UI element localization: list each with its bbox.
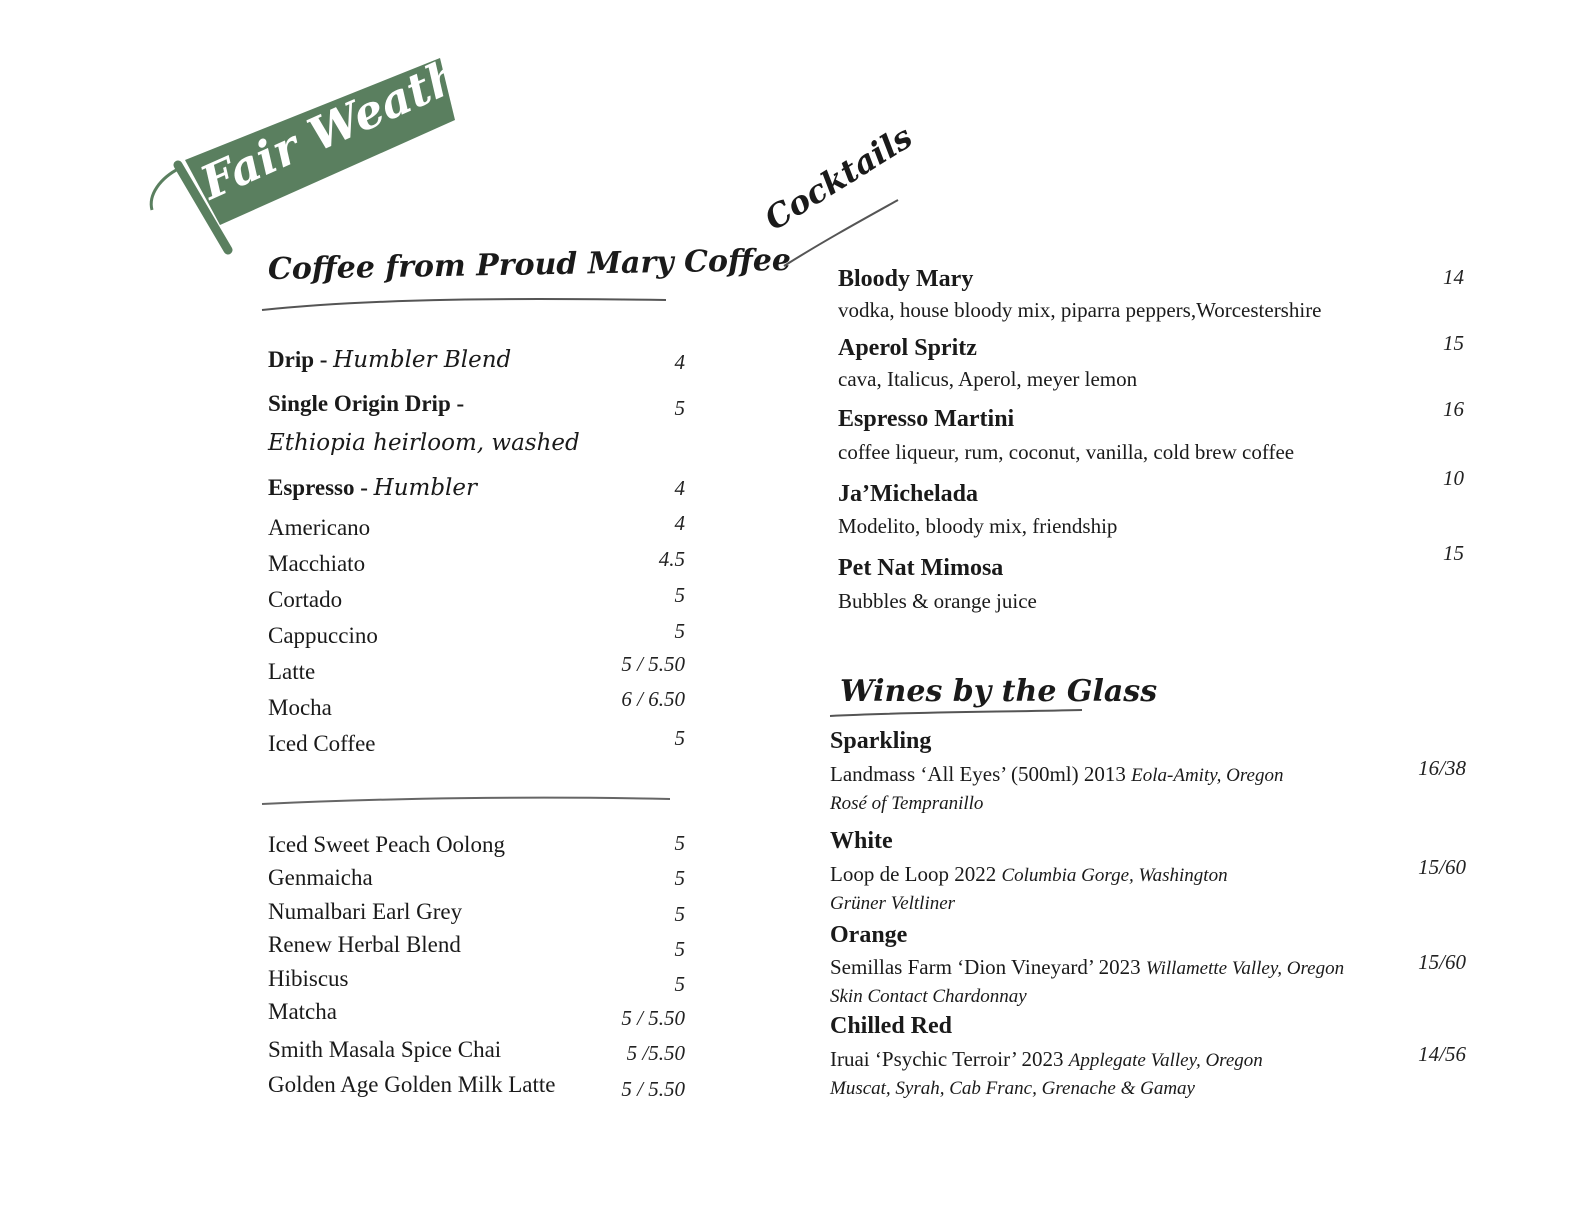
- tea-item-matcha-price: 5 / 5.50: [621, 1006, 685, 1030]
- cocktail-description: vodka, house bloody mix, piparra peppers,Worcestershire: [838, 298, 1322, 322]
- brand-name: Fair Weather: [192, 25, 519, 211]
- tea-item-genmaicha-price: 5: [674, 866, 685, 890]
- coffee-item-latte: Latte: [268, 659, 316, 684]
- tea-item-genmaicha: Genmaicha: [268, 865, 373, 890]
- coffee-item-cortado: Cortado: [268, 587, 343, 612]
- wine-price: 15/60: [1418, 855, 1466, 879]
- tea-item-golden-milk-latte: Golden Age Golden Milk Latte: [268, 1072, 556, 1097]
- cocktail-name: Bloody Mary: [838, 266, 974, 292]
- cocktails-section-heading: Cocktails: [757, 117, 920, 238]
- coffee-item-single-origin-drip: Single Origin Drip -: [268, 391, 465, 416]
- coffee-heading-underline: [258, 294, 670, 314]
- tea-item-matcha: Matcha: [268, 999, 337, 1024]
- coffee-item-macchiato: Macchiato: [268, 551, 366, 576]
- coffee-item-iced-coffee: Iced Coffee: [268, 731, 376, 756]
- cocktail-price: 15: [1443, 331, 1464, 355]
- cocktail-price: 16: [1443, 397, 1464, 421]
- wine-price: 14/56: [1418, 1042, 1466, 1066]
- coffee-item-latte-price: 5 / 5.50: [621, 652, 685, 676]
- wine-price: 16/38: [1418, 756, 1466, 780]
- fair-weather-banner-logo: [140, 25, 519, 265]
- wine-line: Loop de Loop 2022 Columbia Gorge, Washington: [830, 862, 1228, 886]
- coffee-item-cappuccino-price: 5: [674, 619, 685, 643]
- tea-item-peach-oolong-price: 5: [674, 831, 685, 855]
- tea-item-hibiscus: Hibiscus: [268, 966, 349, 991]
- wines-heading-underline: [828, 704, 1086, 720]
- tea-item-earl-grey: Numalbari Earl Grey: [268, 899, 463, 924]
- tea-item-golden-milk-latte-price: 5 / 5.50: [621, 1077, 685, 1101]
- cocktail-price: 10: [1443, 466, 1464, 490]
- coffee-item-single-origin-sub: Ethiopia heirloom, washed: [268, 430, 580, 456]
- tea-item-herbal-blend-price: 5: [674, 937, 685, 961]
- coffee-item-drip-price: 4: [674, 350, 685, 374]
- tea-item-hibiscus-price: 5: [674, 972, 685, 996]
- cocktail-description: Bubbles & orange juice: [838, 589, 1037, 613]
- coffee-item-cappuccino: Cappuccino: [268, 623, 378, 648]
- tea-item-earl-grey-price: 5: [674, 902, 685, 926]
- coffee-item-mocha: Mocha: [268, 695, 332, 720]
- wine-line: Iruai ‘Psychic Terroir’ 2023 Applegate Valley, Oregon: [830, 1047, 1263, 1071]
- cocktail-description: coffee liqueur, rum, coconut, vanilla, cold brew coffee: [838, 440, 1295, 464]
- coffee-item-espresso-price: 4: [674, 476, 685, 500]
- cocktail-description: cava, Italicus, Aperol, meyer lemon: [838, 367, 1138, 391]
- coffee-item-mocha-price: 6 / 6.50: [621, 687, 685, 711]
- coffee-item-iced-coffee-price: 5: [674, 726, 685, 750]
- cocktail-name: Pet Nat Mimosa: [838, 555, 1004, 581]
- cocktail-name: Aperol Spritz: [838, 335, 977, 361]
- section-divider: [258, 792, 674, 810]
- coffee-section-heading: Coffee from Proud Mary Coffee: [267, 242, 792, 287]
- wines-section-heading: Wines by the Glass: [840, 674, 1158, 709]
- coffee-item-espresso: Espresso - Humbler: [268, 475, 478, 501]
- wine-category: Orange: [830, 922, 908, 948]
- wine-category: Sparkling: [830, 728, 932, 754]
- wine-line: Semillas Farm ‘Dion Vineyard’ 2023 Willamette Valley, Oregon: [830, 955, 1345, 979]
- coffee-item-single-origin-price: 5: [674, 396, 685, 420]
- wine-line: Landmass ‘All Eyes’ (500ml) 2013 Eola-Amity, Oregon: [830, 762, 1284, 786]
- wine-grape: Grüner Veltliner: [830, 893, 956, 914]
- wine-grape: Muscat, Syrah, Cab Franc, Grenache & Gamay: [830, 1078, 1195, 1099]
- tea-item-masala-chai-price: 5 /5.50: [626, 1041, 685, 1065]
- cocktails-heading-underline: [782, 196, 902, 270]
- coffee-item-americano: Americano: [268, 515, 371, 540]
- coffee-item-macchiato-price: 4.5: [658, 547, 685, 571]
- wine-category: Chilled Red: [830, 1013, 953, 1039]
- tea-item-peach-oolong: Iced Sweet Peach Oolong: [268, 832, 505, 857]
- coffee-item-cortado-price: 5: [674, 583, 685, 607]
- coffee-item-drip: Drip - Humbler Blend: [268, 347, 512, 373]
- wine-category: White: [830, 828, 893, 854]
- tea-item-herbal-blend: Renew Herbal Blend: [268, 932, 461, 957]
- cocktail-price: 15: [1443, 541, 1464, 565]
- wine-grape: Rosé of Tempranillo: [830, 793, 984, 814]
- coffee-item-americano-price: 4: [674, 511, 685, 535]
- wine-price: 15/60: [1418, 950, 1466, 974]
- tea-item-masala-chai: Smith Masala Spice Chai: [268, 1037, 502, 1062]
- cocktail-name: Ja’Michelada: [838, 481, 978, 507]
- wine-grape: Skin Contact Chardonnay: [830, 986, 1027, 1007]
- cocktail-price: 14: [1443, 265, 1464, 289]
- cocktail-name: Espresso Martini: [838, 406, 1015, 432]
- cocktail-description: Modelito, bloody mix, friendship: [838, 514, 1118, 538]
